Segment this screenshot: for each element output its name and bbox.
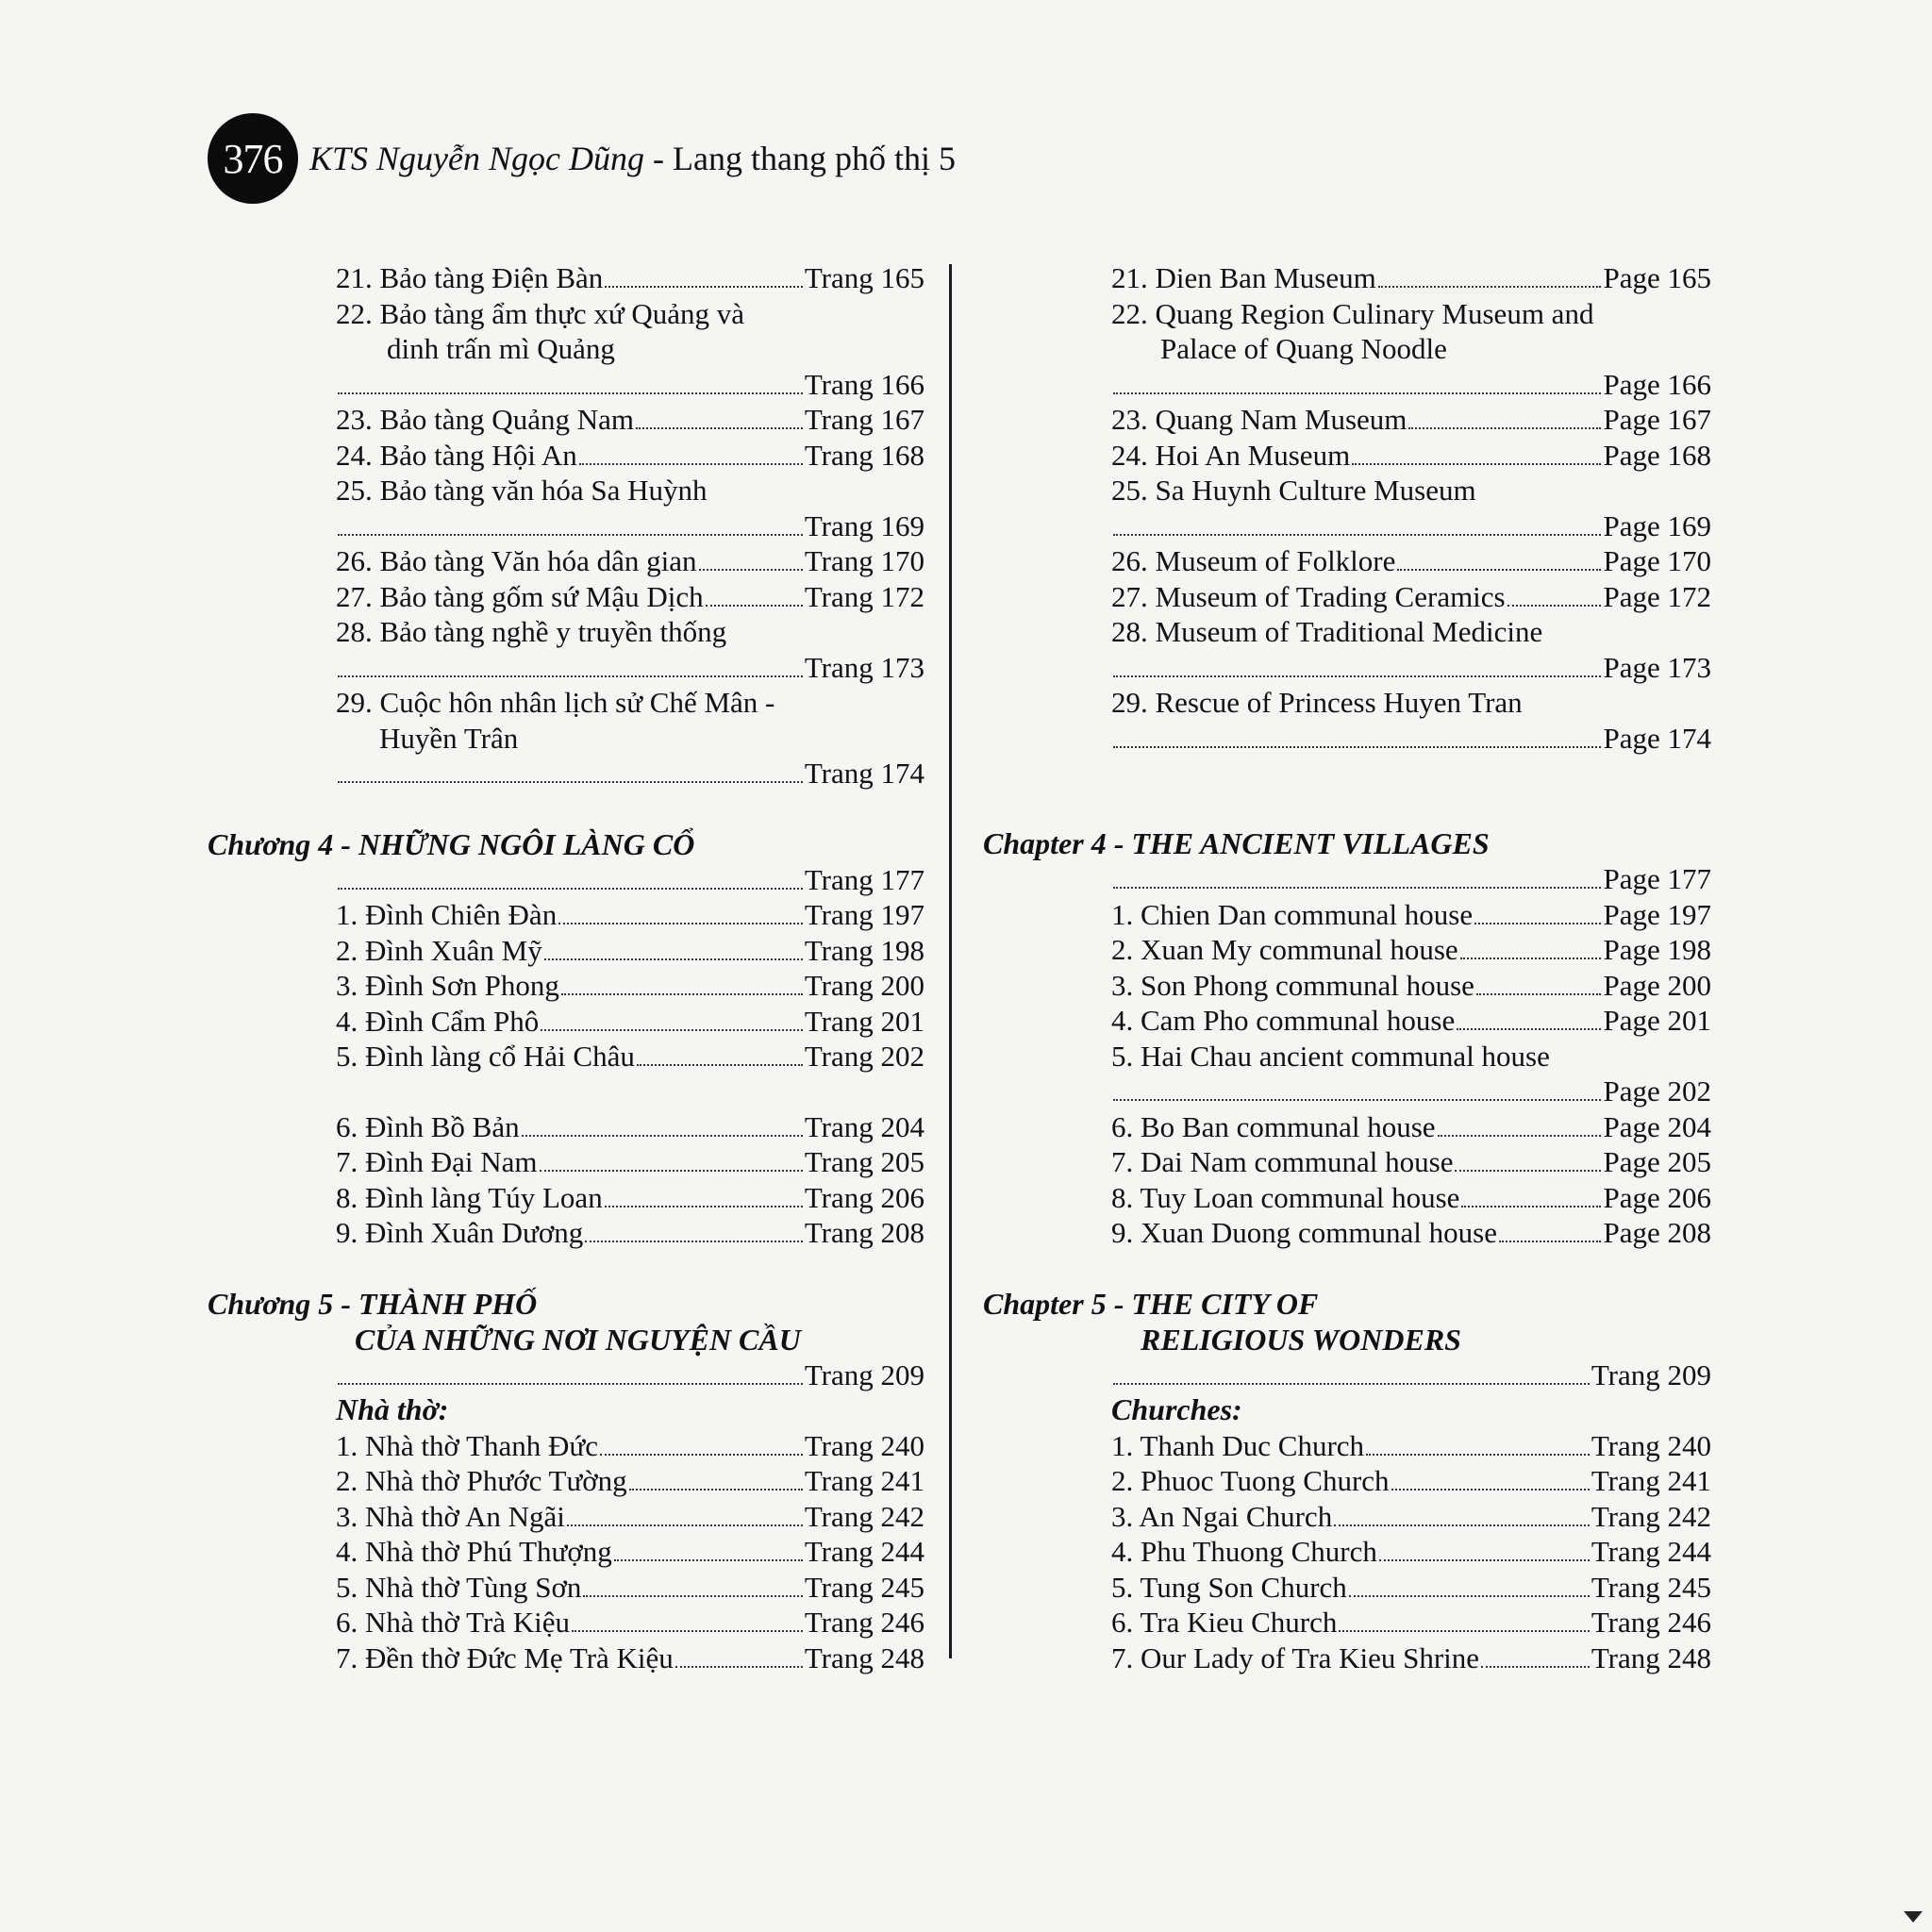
toc-entry[interactable] (208, 1144, 924, 1180)
toc-entry[interactable] (208, 1109, 924, 1145)
toc-entry-label: 1. Nhà thờ Thanh Đức (336, 1428, 598, 1462)
toc-entry-label: 7. Đền thờ Đức Mẹ Trà Kiệu (336, 1641, 674, 1674)
dot-leader (579, 458, 803, 465)
dot-leader (522, 1129, 803, 1137)
toc-entry-label: 27. Museum of Trading Ceramics (1111, 579, 1506, 613)
chapter-5-page-line[interactable] (208, 1357, 924, 1393)
header-separator: - (644, 140, 673, 177)
toc-entry-label: 21. Dien Ban Museum (1111, 261, 1376, 294)
toc-entry-label-continued[interactable]: dinh trấn mì Quảng (387, 332, 615, 365)
dot-leader (1476, 988, 1602, 995)
running-header (309, 139, 956, 178)
toc-entry-label: 23. Quang Nam Museum (1111, 403, 1407, 436)
toc-entry-label: 9. Đình Xuân Dương (336, 1216, 584, 1249)
toc-entry-page: Trang 200 (804, 969, 924, 1002)
toc-entry-page-line[interactable] (983, 650, 1711, 686)
toc-entry-page: Page 206 (1603, 1180, 1711, 1214)
toc-entry-page: Trang 242 (1591, 1499, 1711, 1533)
dot-leader (605, 280, 803, 288)
toc-entry[interactable] (208, 438, 924, 474)
toc-entry-label[interactable]: 28. Bảo tàng nghề y truyền thống (336, 615, 727, 648)
toc-entry-label: 4. Cam Pho communal house (1111, 1004, 1456, 1037)
dot-leader (1113, 1377, 1590, 1385)
toc-entry-page: Page 167 (1603, 403, 1711, 436)
toc-entry-page: Trang 244 (804, 1535, 924, 1568)
toc-entry[interactable] (208, 1463, 924, 1499)
toc-entry-page: Page 200 (1603, 968, 1711, 1002)
toc-entry[interactable] (983, 968, 1711, 1004)
toc-entry-page: Trang 166 (804, 367, 924, 401)
dot-leader (1438, 1129, 1602, 1137)
toc-entry[interactable] (208, 1499, 924, 1535)
toc-entry-page: Trang 240 (804, 1428, 924, 1462)
toc-entry[interactable] (208, 1534, 924, 1570)
toc-entry-label: 6. Đình Bồ Bản (336, 1109, 520, 1143)
toc-entry[interactable] (208, 260, 924, 296)
toc-entry-label: 3. Đình Sơn Phong (336, 969, 559, 1002)
toc-entry[interactable] (208, 1180, 924, 1216)
toc-entry-label: 7. Đình Đại Nam (336, 1145, 538, 1178)
dot-leader (558, 917, 803, 924)
toc-entry[interactable] (208, 543, 924, 579)
toc-entry-page: Page 169 (1603, 508, 1711, 542)
toc-entry-page: Trang 169 (804, 508, 924, 542)
toc-entry[interactable] (208, 1039, 924, 1074)
dot-leader (540, 1164, 803, 1172)
dot-leader (1113, 670, 1601, 677)
page-corner-mark (1904, 1911, 1923, 1923)
page-header (208, 111, 956, 206)
toc-entry-page: Page 173 (1603, 650, 1711, 684)
dot-leader (338, 775, 803, 783)
toc-entry-label[interactable]: 29. Cuộc hôn nhân lịch sử Chế Mân - (336, 686, 775, 719)
chapter-4-heading[interactable]: Chương 4 - NHỮNG NGÔI LÀNG CỔ (208, 826, 695, 861)
toc-entry[interactable] (208, 1004, 924, 1040)
dot-leader (583, 1590, 802, 1597)
toc-entry-page: Page 201 (1603, 1004, 1711, 1037)
dot-leader (1113, 528, 1601, 536)
toc-entry-page: Page 204 (1603, 1109, 1711, 1143)
toc-entry[interactable] (208, 968, 924, 1004)
header-book-title: Lang thang phố thị 5 (673, 140, 956, 177)
dot-leader (561, 988, 803, 995)
dot-leader (1339, 1624, 1589, 1632)
dot-leader (1474, 917, 1601, 924)
toc-entry-label[interactable]: 22. Quang Region Culinary Museum and (1111, 296, 1594, 330)
chapter-5-page-line[interactable] (983, 1357, 1711, 1393)
toc-entry[interactable] (208, 1215, 924, 1251)
toc-entry-page: Trang 168 (804, 438, 924, 472)
toc-entry-label: 5. Tung Son Church (1111, 1570, 1347, 1604)
dot-leader (1113, 881, 1601, 889)
dot-leader (629, 1483, 803, 1491)
toc-entry-label: 6. Nhà thờ Trà Kiệu (336, 1606, 571, 1639)
toc-entry-page: Trang 245 (804, 1570, 924, 1604)
chapter-5-heading-continued[interactable]: RELIGIOUS WONDERS (1141, 1322, 1461, 1357)
toc-column-english (983, 260, 1711, 1675)
toc-entry[interactable] (983, 1499, 1711, 1535)
chapter-page: Trang 209 (1591, 1357, 1711, 1391)
toc-entry-label: 9. Xuan Duong communal house (1111, 1216, 1497, 1249)
dot-leader (544, 953, 803, 960)
toc-entry-label-continued[interactable]: Palace of Quang Noodle (1160, 332, 1447, 365)
toc-entry-label: 8. Đình làng Túy Loan (336, 1180, 603, 1214)
toc-entry-label: 5. Đình làng cổ Hải Châu (336, 1040, 635, 1073)
dot-leader (699, 563, 803, 571)
toc-entry[interactable] (983, 438, 1711, 474)
toc-entry[interactable] (983, 1570, 1711, 1606)
dot-leader (338, 387, 803, 394)
toc-entry-label[interactable]: 5. Hai Chau ancient communal house (1111, 1039, 1550, 1073)
dot-leader (1391, 1483, 1590, 1491)
toc-entry-page: Trang 242 (804, 1499, 924, 1533)
toc-entry-label: 3. Son Phong communal house (1111, 968, 1474, 1002)
toc-entry[interactable] (983, 543, 1711, 579)
dot-leader (1113, 387, 1601, 394)
toc-entry[interactable] (208, 1570, 924, 1606)
dot-leader (614, 1554, 803, 1561)
dot-leader (1349, 1590, 1590, 1597)
dot-leader (1378, 280, 1602, 288)
toc-entry-page-line[interactable] (983, 721, 1711, 757)
toc-entry-label[interactable]: 22. Bảo tàng ẩm thực xứ Quảng và (336, 296, 745, 330)
toc-entry-label: 26. Museum of Folklore (1111, 544, 1396, 577)
toc-entry-page: Page 165 (1603, 261, 1711, 294)
dot-leader (338, 670, 803, 677)
toc-entry-label: 27. Bảo tàng gốm sứ Mậu Dịch (336, 579, 704, 613)
dot-leader (1379, 1554, 1590, 1561)
toc-entry[interactable] (208, 402, 924, 438)
dot-leader (636, 422, 803, 429)
toc-entry-label: 23. Bảo tàng Quảng Nam (336, 403, 634, 436)
toc-entry-page: Trang 172 (804, 579, 924, 613)
toc-entry-page: Trang 248 (1591, 1641, 1711, 1674)
dot-leader (585, 1235, 803, 1242)
dot-leader (1455, 1164, 1601, 1172)
toc-entry-label: 7. Our Lady of Tra Kieu Shrine (1111, 1641, 1480, 1674)
toc-entry-page: Trang 204 (804, 1109, 924, 1143)
chapter-page: Page 177 (1603, 862, 1711, 895)
toc-entry-label: 2. Nhà thờ Phước Tường (336, 1464, 627, 1497)
toc-entry-page-line[interactable] (983, 367, 1711, 403)
toc-entry[interactable] (208, 1641, 924, 1676)
toc-entry[interactable] (983, 1180, 1711, 1216)
dot-leader (572, 1624, 803, 1632)
toc-entry[interactable] (983, 1605, 1711, 1641)
toc-entry-label: 1. Đình Chiên Đàn (336, 898, 558, 931)
toc-entry-page: Trang 241 (804, 1464, 924, 1497)
chapter-5-heading-continued[interactable]: CỦA NHỮNG NƠI NGUYỆN CẦU (355, 1322, 801, 1357)
toc-entry-label[interactable]: 25. Bảo tàng văn hóa Sa Huỳnh (336, 474, 708, 507)
dot-leader (1461, 1200, 1601, 1208)
toc-entry-page-line[interactable] (208, 756, 924, 791)
dot-leader (605, 1200, 803, 1208)
toc-entry-label: 1. Thanh Duc Church (1111, 1428, 1365, 1462)
chapter-5-heading[interactable]: Chương 5 - THÀNH PHỐ (208, 1286, 538, 1321)
toc-entry-page-line[interactable] (983, 508, 1711, 544)
toc-entry-page: Trang 240 (1591, 1428, 1711, 1462)
toc-entry-label: 2. Đình Xuân Mỹ (336, 933, 542, 967)
toc-entry-label: 3. Nhà thờ An Ngãi (336, 1499, 565, 1533)
header-author: KTS Nguyễn Ngọc Dũng (309, 140, 644, 177)
toc-entry-page: Trang 197 (804, 898, 924, 931)
dot-leader (567, 1519, 803, 1526)
toc-entry[interactable] (208, 933, 924, 969)
page-number-badge: 376 (208, 113, 298, 204)
toc-entry-page: Trang 167 (804, 403, 924, 436)
dot-leader (1113, 1093, 1601, 1101)
toc-entry[interactable] (208, 1428, 924, 1464)
toc-entry-label: 6. Bo Ban communal house (1111, 1109, 1436, 1143)
toc-entry-label: 2. Xuan My communal house (1111, 933, 1458, 966)
toc-entry-label: 4. Đình Cẩm Phô (336, 1004, 540, 1038)
toc-entry[interactable] (983, 260, 1711, 296)
toc-entry-page: Trang 248 (804, 1641, 924, 1674)
chapter-page: Trang 177 (804, 862, 924, 896)
toc-entry[interactable] (983, 1003, 1711, 1039)
toc-entry-label[interactable]: 29. Rescue of Princess Huyen Tran (1111, 686, 1523, 719)
toc-entry-page: Page 166 (1603, 367, 1711, 401)
toc-entry-page: Trang 244 (1591, 1535, 1711, 1568)
toc-entry-page: Page 174 (1603, 721, 1711, 755)
toc-entry-label: 21. Bảo tàng Điện Bàn (336, 261, 604, 294)
dot-leader (1460, 952, 1602, 959)
toc-entry-label: 26. Bảo tàng Văn hóa dân gian (336, 544, 697, 577)
dot-leader (1113, 741, 1601, 748)
toc-entry-label: 5. Nhà thờ Tùng Sơn (336, 1570, 582, 1604)
toc-entry[interactable] (983, 1534, 1711, 1570)
toc-entry-page: Trang 202 (804, 1040, 924, 1073)
toc-entry-label: 4. Phu Thuong Church (1111, 1535, 1377, 1568)
dot-leader (706, 599, 803, 607)
toc-entry[interactable] (208, 897, 924, 933)
dot-leader (600, 1448, 803, 1456)
toc-entry-label: 3. An Ngai Church (1111, 1499, 1333, 1533)
column-divider (949, 264, 952, 1658)
toc-entry-page: Trang 246 (1591, 1606, 1711, 1639)
toc-entry[interactable] (983, 1109, 1711, 1145)
toc-entry-page: Trang 170 (804, 544, 924, 577)
toc-entry[interactable] (983, 932, 1711, 968)
dot-leader (1481, 1660, 1590, 1668)
toc-entry[interactable] (983, 897, 1711, 933)
toc-entry-page: Trang 165 (804, 261, 924, 294)
toc-entry-page: Trang 206 (804, 1180, 924, 1214)
toc-entry-page: Trang 241 (1591, 1464, 1711, 1497)
toc-entry[interactable] (983, 1463, 1711, 1499)
section-subheading: Nhà thờ: (336, 1392, 449, 1426)
dot-leader (1352, 458, 1601, 465)
toc-entry-page-line[interactable] (208, 367, 924, 403)
toc-entry-label: 24. Bảo tàng Hội An (336, 438, 577, 472)
section-subheading: Churches: (1111, 1392, 1242, 1426)
toc-entry-page: Page 208 (1603, 1216, 1711, 1249)
toc-entry-page: Trang 208 (804, 1216, 924, 1249)
chapter-5-heading[interactable]: Chapter 5 - THE CITY OF (983, 1286, 1319, 1321)
toc-entry[interactable] (208, 579, 924, 615)
dot-leader (675, 1660, 803, 1668)
dot-leader (1397, 563, 1601, 571)
chapter-4-page-line[interactable] (983, 861, 1711, 897)
chapter-page: Trang 209 (804, 1357, 924, 1391)
toc-entry-label: 6. Tra Kieu Church (1111, 1606, 1338, 1639)
toc-entry[interactable] (983, 579, 1711, 615)
toc-entry-page: Trang 205 (804, 1145, 924, 1178)
toc-entry[interactable] (983, 402, 1711, 438)
toc-entry-page: Trang 173 (804, 650, 924, 684)
chapter-4-heading[interactable]: Chapter 4 - THE ANCIENT VILLAGES (983, 826, 1490, 860)
toc-entry-page: Page 202 (1603, 1074, 1711, 1108)
dot-leader (338, 882, 803, 890)
toc-entry-page: Page 205 (1603, 1145, 1711, 1178)
chapter-4-page-line[interactable] (208, 862, 924, 898)
dot-leader (1334, 1519, 1590, 1526)
toc-entry-page: Trang 174 (804, 757, 924, 790)
toc-entry[interactable] (983, 1428, 1711, 1464)
toc-entry-page: Page 170 (1603, 544, 1711, 577)
toc-entry-page-line[interactable] (983, 1074, 1711, 1109)
toc-entry-label: 8. Tuy Loan communal house (1111, 1180, 1460, 1214)
toc-entry-page: Page 198 (1603, 933, 1711, 966)
toc-entry[interactable] (983, 1641, 1711, 1676)
toc-entry-label: 1. Chien Dan communal house (1111, 897, 1474, 931)
toc-column-vietnamese (208, 260, 924, 1675)
toc-entry-page: Trang 198 (804, 933, 924, 967)
toc-entry-label: 4. Nhà thờ Phú Thượng (336, 1535, 612, 1568)
dot-leader (338, 528, 803, 536)
dot-leader (637, 1058, 803, 1066)
toc-entry-page-line[interactable] (208, 508, 924, 544)
toc-entry-label: 24. Hoi An Museum (1111, 438, 1351, 472)
dot-leader (1408, 422, 1601, 429)
toc-entry-page: Page 172 (1603, 579, 1711, 613)
toc-entry-page: Page 168 (1603, 438, 1711, 472)
toc-entry-page: Trang 246 (804, 1606, 924, 1639)
dot-leader (338, 1377, 803, 1385)
toc-entry-label[interactable]: 25. Sa Huynh Culture Museum (1111, 474, 1476, 507)
toc-entry-label: 2. Phuoc Tuong Church (1111, 1464, 1390, 1497)
toc-entry[interactable] (983, 1144, 1711, 1180)
dot-leader (1499, 1235, 1602, 1242)
dot-leader (1457, 1023, 1601, 1030)
toc-entry-page: Page 197 (1603, 897, 1711, 931)
toc-entry-page: Trang 245 (1591, 1570, 1711, 1604)
toc-entry-label-continued[interactable]: Huyền Trân (379, 721, 519, 755)
toc-entry-label: 7. Dai Nam communal house (1111, 1145, 1454, 1178)
dot-leader (1366, 1448, 1590, 1456)
toc-entry-page: Trang 201 (804, 1004, 924, 1038)
dot-leader (541, 1024, 803, 1031)
toc-entry-page-line[interactable] (208, 650, 924, 686)
toc-entry-label[interactable]: 28. Museum of Traditional Medicine (1111, 615, 1543, 648)
toc-entry[interactable] (983, 1215, 1711, 1251)
dot-leader (1507, 599, 1602, 607)
toc-entry[interactable] (208, 1605, 924, 1641)
